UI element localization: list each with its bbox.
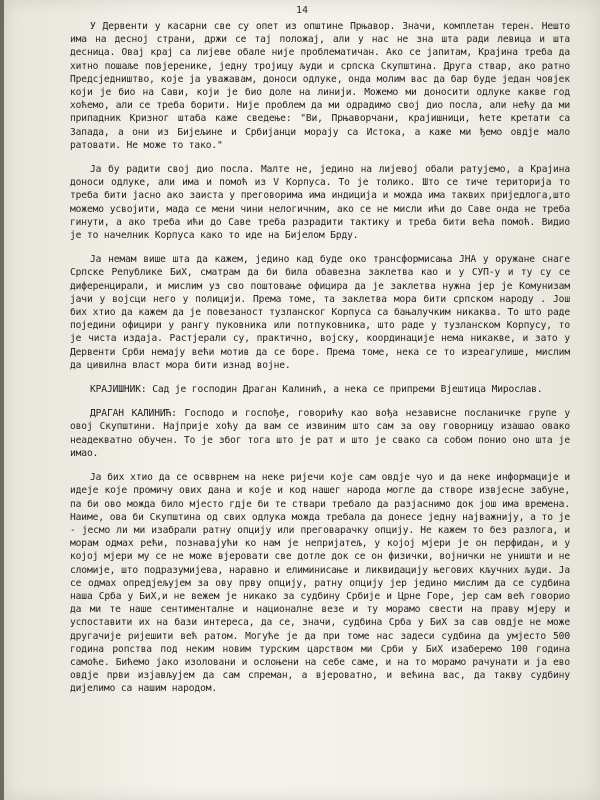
paragraph-derventa-front: У Дервенти у касарни све су опет из општине Прњавор. Значи, комплетан терен. Нешто има на десној страни, држи се тај положај, али у нас не зна шта ради левица и шта десница. Овај крај са лијеве обале није проблематичан. Ако се јапитам, Крајина треба да хитно пошаље повјеренике, једну тројицу људи и српска Скупштина. Друга ствар, ако ратно Предсједништво, које ја уважавам, доноси одлуке, онда молим вас да бар буде један човјек који је био на Сави, који је био доле на линији. Можемо ми доносити одлуке какве год хоћемо, али се треба борити. Није проблем да ми одрадимо свој дио посла, али нећу да ми припадник Кризног штаба каже сведење: "Ви, Прњаворчани, крајишници, ћете кретати са Запада, а они из Бијељине и Србијанци морају са Истока, а каже ми ђемо овдје мало ратовати. Не може то тако."	[70, 21, 570, 151]
paragraph-krajisnik: КРАЈИШНИК: Сад је господин Драган Калинић, а нека се припреми Вјештица Мирослав.	[90, 384, 543, 396]
document-body	[70, 20, 570, 707]
document-page	[4, 0, 600, 800]
page-number: 14	[295, 5, 309, 16]
paragraph-kalinic-intro: ДРАГАН КАЛИНИЋ: Господо и госпође, говорићу као вођа независне посланичке групе у овој Скупштини. Најприје хоћу да вам се извиним што сам за ову говорницу изашао овако неадекватно обучен. То је због тога што је рат и што је свако са собом понио оно шта је имао.	[70, 408, 570, 459]
paragraph-kalinic-war-option: Ја бих хтио да се освврнем на неке ријечи које сам овдје чуо и да неке информације и идеје које промичу ових дана и које и код нашег народа могле да створе извјесне забуне, па би ово можда било мјесто гдје би те ствари требало да разјаснимо док још има времена. Наиме, ова би Скупштина од свих одлука можда требала да донесе једну најважнију, а то је - јесмо ли ми изабрали ратну опцију или преговарачку опцију. Не кажем то без разлога, и морам одмах рећи, познавајући ко нам је непријатељ, у којој мјери је он перфидан, и у којој мјери му се не може вјеровати све дотле док се он физички, војнички не уништи и не сломије, што подразумијева, наравно и елиминисање и ликвидацију његових кључних људи. Ја се одмах опредјељујем за ову прву опцију, ратну опцију јер једино мислим да се судбина наша Срба у БиХ,и не вежем је никако за судбину Србије и Црне Горе, јер сам већ говорио да ми те наше сентименталне и националне везе и ту морамо свести на праву мјеру и успоставити их на бази интереса, да се, значи, судбина Срба у БиХ за сав овдје не може другачије ријешити већ ратом. Могуће је да при томе нас задеси судбина да умјесто 500 година ропства под неким новим турским царством ми Срби у БиХ изаберемо 100 година самоће. Бићемо јако изоловани и ослоњени на себе саме, и на то морамо рачунати и ја ево овдје први изјављујем да сам спреман, а вјероватно, и већина вас, да такву судбину дијелимо са нашим народом.	[70, 472, 570, 695]
paragraph-oath-jna: Ја немам више шта да кажем, једино кад буде око трансформисања ЈНА у оружане снаге Српске Републике БиХ, сматрам да би била обавезна заклетва као и у СУП-у и ту су се диференцирали, и мислим уз сво поштовање официра да је заклетва нужна јер је Комунизам јачи у војсци него у полицији. Према томе, та заклетва мора бити српском народу . Још бих хтио да кажем да је повезаност тузланског Корпуса са бањалучким никаква. То што раде поједини официри у рангу пуковника или потпуковника, што раде у тузланском Корпусу, то је чиста издаја. Растјерали су, практично, војску, координације нема никакве, и зато у Дервенти Срби немају већи мотив да се боре. Према томе, нека се то изреагулише, мислим да цивилна власт мора бити изнад војне.	[70, 254, 570, 371]
paragraph-left-bank: Ја бу радити свој дио посла. Малте не, једино на лијевој обали ратујемо, а Крајина доноси одлуке, али има и помоћ из V Корпуса. То је толико. Што се тиче територија то треба бити јасно ако заиста у преговорима има индиција и можда има таквих приједлога,што можемо усвојити, мада се мени чини нелогичним, ако се не мисли ићи до Саве онда не треба гинути, а ако треба ићи до Саве треба разрадити тактику и треба бити већа помоћ. Видио је то начелник Корпуса како то иде на Бијелом Брду.	[70, 164, 570, 242]
